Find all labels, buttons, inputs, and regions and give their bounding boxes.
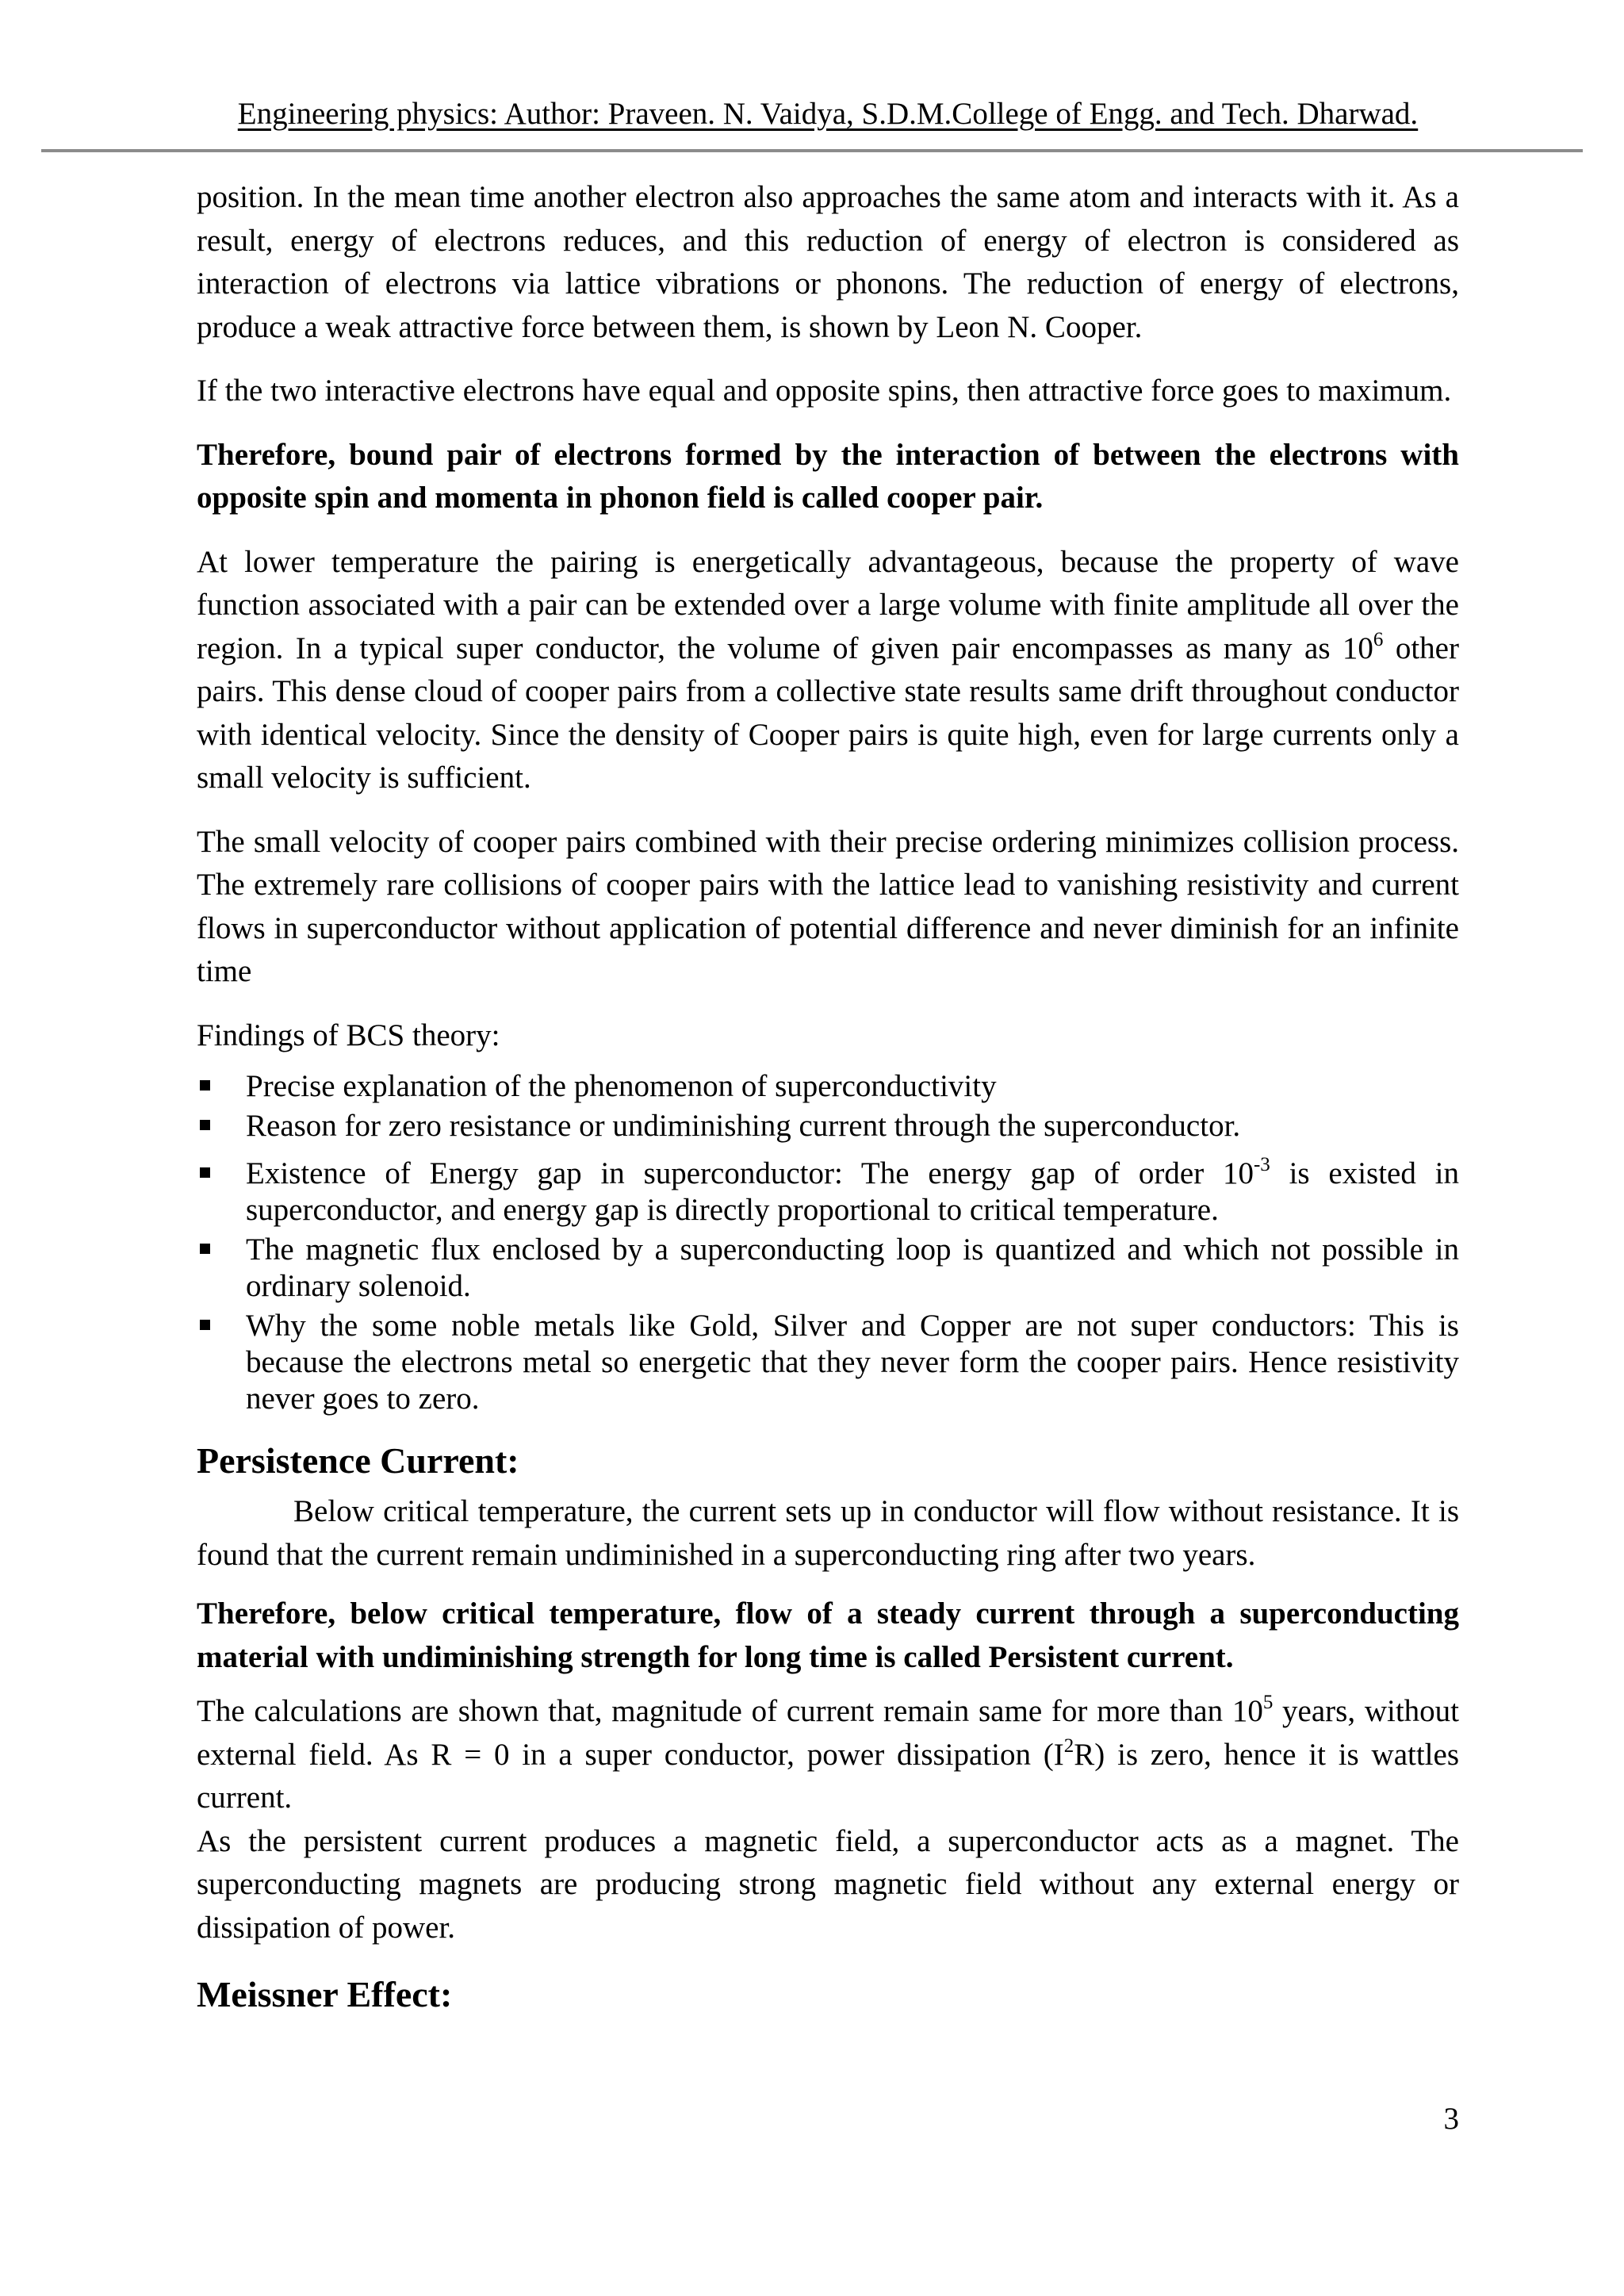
square-bullet-icon	[200, 1080, 210, 1091]
list-item	[197, 1156, 1459, 1228]
superscript: 6	[1373, 628, 1384, 650]
list-item-text: Precise explanation of the phenomenon of superconductivity	[246, 1069, 997, 1103]
paragraph-electron-interaction: position. In the mean time another electron also approaches the same atom and interacts with it. As a result, energy of electrons reduces, and this reduction of energy of electron is considered as interaction of electrons via lattice vibrations or phonons. The reduction of energy of electrons, produce a weak attractive force between them, is shown by Leon N. Cooper.	[197, 180, 1459, 344]
definition-cooper-pair: Therefore, bound pair of electrons formed by the interaction of between the electrons with opposite spin and momenta in phonon field is called cooper pair.	[197, 437, 1459, 515]
list-item-text: The magnetic flux enclosed by a superconducting loop is quantized and which not possible in ordinary solenoid.	[246, 1232, 1459, 1303]
list-item	[197, 1108, 1459, 1144]
square-bullet-icon	[200, 1120, 210, 1130]
paragraph-persistence-calculation	[197, 1690, 1459, 1820]
list-item	[197, 1232, 1459, 1305]
text-segment: years, without external field. As R = 0 in a super conductor, power dissipation (I	[197, 1694, 1460, 1772]
list-item-text: Why the some noble metals like Gold, Silver and Copper are not super conductors: This is because the electrons metal so energetic that they never form the cooper pairs. Hence resistivity never goes to zero.	[246, 1309, 1459, 1416]
bcs-findings-list	[197, 1068, 1459, 1417]
square-bullet-icon	[200, 1167, 210, 1178]
paragraph-opposite-spins: If the two interactive electrons have equal and opposite spins, then attractive force goes to maximum.	[197, 374, 1452, 408]
text-segment: The calculations are shown that, magnitude of current remain same for more than 10	[197, 1694, 1263, 1728]
definition-persistent-current: Therefore, below critical temperature, flow of a steady current through a superconducting material with undiminishing strength for long time is called Persistent current.	[197, 1596, 1459, 1674]
findings-label: Findings of BCS theory:	[197, 1018, 500, 1052]
section-heading-meissner: Meissner Effect:	[197, 1974, 453, 2014]
square-bullet-icon	[200, 1244, 210, 1254]
text-segment: is existed in superconductor, and energy gap is directly proportional to critical temperature.	[246, 1156, 1459, 1227]
text-segment: At lower temperature the pairing is energetically advantageous, because the property of wave function associated with a pair can be extended over a large volume with finite amplitude all over the region. In a typical super conductor, the volume of given pair encompasses as many as 10	[197, 544, 1459, 665]
paragraph-small-velocity: The small velocity of cooper pairs combined with their precise ordering minimizes collision process. The extremely rare collisions of cooper pairs with the lattice lead to vanishing resistivity and current flows in superconductor without application of potential difference and never diminish for an infinite time	[197, 824, 1459, 988]
text-segment: R) is zero, hence it is wattles current.	[197, 1737, 1459, 1815]
superscript: 2	[1063, 1734, 1074, 1757]
paragraph-persistence-intro: Below critical temperature, the current sets up in conductor will flow without resistance. It is found that the current remain undiminished in a superconducting ring after two years.	[197, 1494, 1459, 1572]
section-heading-persistence: Persistence Current:	[197, 1440, 519, 1481]
paragraph-superconducting-magnets: As the persistent current produces a magnetic field, a superconductor acts as a magnet. The superconducting magnets are producing strong magnetic field without any external energy or dissipation of power.	[197, 1823, 1459, 1945]
superscript: -3	[1253, 1154, 1270, 1175]
header-divider	[41, 149, 1583, 152]
list-item	[197, 1308, 1459, 1417]
text-segment: Existence of Energy gap in superconductor: The energy gap of order 10	[246, 1156, 1254, 1190]
paragraph-pairing-advantage	[197, 541, 1459, 800]
superscript: 5	[1262, 1692, 1274, 1713]
square-bullet-icon	[200, 1320, 210, 1330]
text-segment: other pairs. This dense cloud of cooper pairs from a collective state results same drift throughout conductor with identical velocity. Since the density of Cooper pairs is quite high, even for large currents only a small velocity is sufficient.	[197, 631, 1459, 795]
page-number: 3	[1443, 2102, 1459, 2136]
page-body	[197, 176, 1459, 2024]
list-item	[197, 1068, 1459, 1105]
running-header: Engineering physics: Author: Praveen. N. Vaidya, S.D.M.College of Engg. and Tech. Dharwad.	[237, 97, 1419, 131]
list-item-text: Reason for zero resistance or undiminishing current through the superconductor.	[246, 1109, 1241, 1143]
